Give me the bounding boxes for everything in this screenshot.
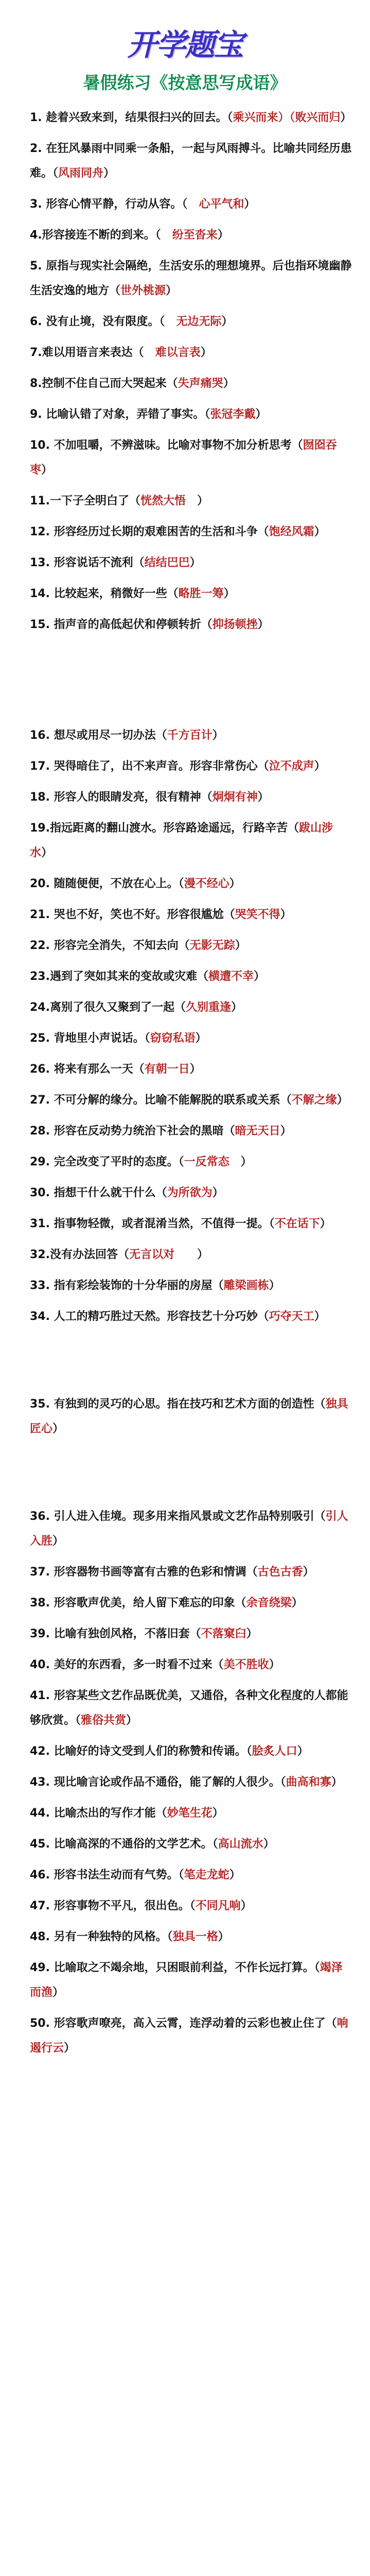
answer: 雅俗共赏 bbox=[81, 1714, 127, 1727]
answer: 哭笑不得 bbox=[235, 908, 280, 921]
answer: 一反常态 bbox=[184, 1156, 230, 1168]
list-item: 5. 原指与现实社会隔绝，生活安乐的理想境界。后也指环境幽静生活安逸的地方（世外桃源） bbox=[30, 260, 352, 297]
list-item: 10. 不加咀嚼，不辨滋味。比喻对事物不加分析思考（囫囵吞枣） bbox=[30, 439, 337, 477]
list-item: 21. 哭也不好，笑也不好。形容很尴尬（哭笑不得） bbox=[30, 908, 292, 921]
list-item: 33. 指有彩绘装饰的十分华丽的房屋（雕梁画栋） bbox=[30, 1279, 280, 1292]
list-item: 36. 引人进入佳境。现多用来指风景或文艺作品特别吸引（引人入胜） bbox=[30, 1510, 348, 1548]
answer: 曲高和寡 bbox=[286, 1776, 331, 1789]
list-item: 17. 哭得暗住了，出不来声音。形容非常伤心（泣不成声） bbox=[30, 760, 326, 773]
list-item: 31. 指事物轻微，或者混淆当然，不值得一提。（不在话下） bbox=[30, 1217, 331, 1230]
answer: 泣不成声 bbox=[269, 760, 314, 773]
list-item: 44. 比喻杰出的写作才能（妙笔生花） bbox=[30, 1807, 224, 1820]
list-item: 2. 在狂风暴雨中同乘一条船，一起与风雨搏斗。比喻共同经历患难。（风雨同舟） bbox=[30, 142, 352, 180]
answer: 世外桃源 bbox=[120, 284, 166, 297]
answer: 抑扬顿挫 bbox=[212, 618, 258, 631]
list-item: 1. 趁着兴致来到，结果很扫兴的回去。（乘兴而来）（败兴而归） bbox=[30, 111, 352, 124]
answer: 无影无踪 bbox=[189, 939, 235, 952]
list-item: 48. 另有一种独特的风格。（独具一格） bbox=[30, 1930, 230, 1943]
list-item: 39. 比喻有独创风格，不落旧套（不落窠臼） bbox=[30, 1628, 258, 1640]
answer: 美不胜收 bbox=[223, 1658, 269, 1671]
answer: 恍然大悟 bbox=[140, 495, 186, 507]
list-item: 35. 有独到的灵巧的心思。指在技巧和艺术方面的创造性（独具匠心） bbox=[30, 1398, 348, 1435]
list-item: 27. 不可分解的缘分。比喻不能解脱的联系或关系（不解之缘） bbox=[30, 1094, 348, 1107]
answer: 竭泽而渔 bbox=[30, 1961, 343, 1999]
list-item: 50. 形容歌声嘹亮，高入云霄，连浮动着的云彩也被止住了（响遏行云） bbox=[30, 2017, 348, 2055]
list-item: 26. 将来有那么一天（有朝一日） bbox=[30, 1063, 201, 1076]
list-item: 16. 想尽或用尽一切办法（千方百计） bbox=[30, 729, 224, 742]
list-item: 45. 比喻高深的不通俗的文学艺术。（高山流水） bbox=[30, 1838, 275, 1851]
answer: 引人入胜 bbox=[30, 1510, 348, 1548]
list-item: 43. 现比喻言论或作品不通俗，能了解的人很少。（曲高和寡） bbox=[30, 1776, 343, 1789]
answer: 无言以对 bbox=[129, 1248, 174, 1261]
list-item: 14. 比较起来，稍微好一些（略胜一筹） bbox=[30, 587, 235, 600]
blank-gap bbox=[30, 1335, 353, 1392]
answer: 囫囵吞枣 bbox=[30, 439, 337, 477]
answer: 不落窠臼 bbox=[201, 1628, 246, 1640]
answer: 雕梁画栋 bbox=[223, 1279, 269, 1292]
list-item: 15. 指声音的高低起伏和停顿转折（抑扬顿挫） bbox=[30, 618, 269, 631]
answer: 千方百计 bbox=[167, 729, 213, 742]
brand-logo: 开学题宝 bbox=[127, 27, 243, 62]
answer: 张冠李戴 bbox=[210, 408, 256, 421]
blank-gap bbox=[30, 1448, 353, 1504]
answer: 横遭不幸 bbox=[208, 970, 254, 983]
answer: 古色古香 bbox=[257, 1566, 303, 1579]
answer: 无边无际 bbox=[176, 315, 222, 328]
answer: 饱经风霜 bbox=[269, 526, 314, 538]
answer: 炯炯有神 bbox=[212, 791, 258, 804]
list-item: 42. 比喻好的诗文受到人们的称赞和传诵。（脍炙人口） bbox=[30, 1745, 309, 1758]
answer: 响遏行云 bbox=[30, 2017, 348, 2055]
list-item: 13. 形容说话不流利（结结巴巴） bbox=[30, 556, 201, 569]
answer: 暗无天日 bbox=[235, 1125, 280, 1138]
answer: 久别重逢 bbox=[185, 1001, 231, 1014]
list-item: 25. 背地里小声说话。（窃窃私语） bbox=[30, 1032, 207, 1045]
answer: 笔走龙蛇 bbox=[184, 1869, 230, 1882]
answer: 为所欲为 bbox=[167, 1187, 213, 1199]
answer: 高山流水 bbox=[218, 1838, 263, 1851]
answer: 结结巴巴 bbox=[144, 556, 190, 569]
answer: 不同凡响 bbox=[195, 1900, 241, 1912]
blank-gap bbox=[30, 643, 353, 723]
list-item: 38. 形容歌声优美，给人留下难忘的印象（余音绕梁） bbox=[30, 1597, 303, 1609]
answer: 不在话下 bbox=[274, 1217, 320, 1230]
list-item: 19.指远距离的翻山渡水。形容路途遥远，行路辛苦（跋山涉水） bbox=[30, 822, 333, 859]
page-title: 暑假练习《按意思写成语》 bbox=[83, 73, 287, 93]
list-item: 7.难以用语言来表达（ 难以言表） bbox=[30, 346, 212, 359]
answer: 窃窃私语 bbox=[150, 1032, 196, 1045]
list-item: 20. 随随便便，不放在心上。（漫不经心） bbox=[30, 877, 241, 890]
answer: 风雨同舟 bbox=[58, 167, 104, 180]
list-item: 47. 形容事物不平凡，很出色。（不同凡响） bbox=[30, 1900, 252, 1912]
answer: 失声痛哭 bbox=[178, 377, 223, 390]
answer: 纷至沓来 bbox=[172, 229, 218, 242]
list-item: 22. 形容完全消失，不知去向（无影无踪） bbox=[30, 939, 246, 952]
answer: 心平气和 bbox=[199, 198, 244, 211]
list-item: 6. 没有止境，没有限度。（ 无边无际） bbox=[30, 315, 233, 328]
list-item: 29. 完全改变了平时的态度。（一反常态 ） bbox=[30, 1156, 252, 1168]
answer: 略胜一筹 bbox=[178, 587, 224, 600]
answer: 独具匠心 bbox=[30, 1398, 348, 1435]
answer: 独具一格 bbox=[172, 1930, 218, 1943]
list-item: 28. 形容在反动势力统治下社会的黑暗（暗无天日） bbox=[30, 1125, 292, 1138]
list-item: 11.一下子全明白了（恍然大悟 ） bbox=[30, 495, 209, 507]
answer: 难以言表 bbox=[155, 346, 201, 359]
list-item: 49. 比喻取之不竭余地，只困眼前利益，不作长远打算。（竭泽而渔） bbox=[30, 1961, 343, 1999]
list-item: 32.没有办法回答（无言以对 ） bbox=[30, 1248, 209, 1261]
list-item: 46. 形容书法生动而有气势。（笔走龙蛇） bbox=[30, 1869, 241, 1882]
answer: 漫不经心 bbox=[184, 877, 230, 890]
list-item: 12. 形容经历过长期的艰难困苦的生活和斗争（饱经风霜） bbox=[30, 526, 326, 538]
answer: 有朝一日 bbox=[144, 1063, 190, 1076]
list-item: 41. 形容某些文艺作品既优美，又通俗，各种文化程度的人都能够欣赏。（雅俗共赏） bbox=[30, 1689, 348, 1727]
answer: 脍炙人口 bbox=[252, 1745, 297, 1758]
answer: 巧夺天工 bbox=[269, 1310, 314, 1323]
list-item: 37. 形容器物书画等富有古雅的色彩和情调（古色古香） bbox=[30, 1566, 314, 1579]
answer: 妙笔生花 bbox=[167, 1807, 213, 1820]
list-item: 30. 指想干什么就干什么（为所欲为） bbox=[30, 1187, 224, 1199]
list-item: 9. 比喻认错了对象，弄错了事实。（张冠李戴） bbox=[30, 408, 267, 421]
list-item: 24.离别了很久又聚到了一起（久别重逢） bbox=[30, 1001, 243, 1014]
answer: 乘兴而来）（败兴而归 bbox=[233, 111, 341, 124]
answer: 跋山涉水 bbox=[30, 822, 333, 859]
list-item: 8.控制不住自己而大哭起来（失声痛哭） bbox=[30, 377, 235, 390]
list-item: 4.形容接连不断的到来。（ 纷至沓来） bbox=[30, 229, 229, 242]
list-item: 18. 形容人的眼睛发亮，很有精神（炯炯有神） bbox=[30, 791, 269, 804]
answer: 不解之缘 bbox=[291, 1094, 337, 1107]
list-item: 23.遇到了突如其来的变故或灾难（横遭不幸） bbox=[30, 970, 266, 983]
exercise-list bbox=[30, 106, 353, 2067]
list-item: 34. 人工的精巧胜过天然。形容技艺十分巧妙（巧夺天工） bbox=[30, 1310, 326, 1323]
answer: 余音绕梁 bbox=[246, 1597, 292, 1609]
list-item: 3. 形容心情平静，行动从容。（ 心平气和） bbox=[30, 198, 256, 211]
list-item: 40. 美好的东西看，多一时看不过来（美不胜收） bbox=[30, 1658, 280, 1671]
